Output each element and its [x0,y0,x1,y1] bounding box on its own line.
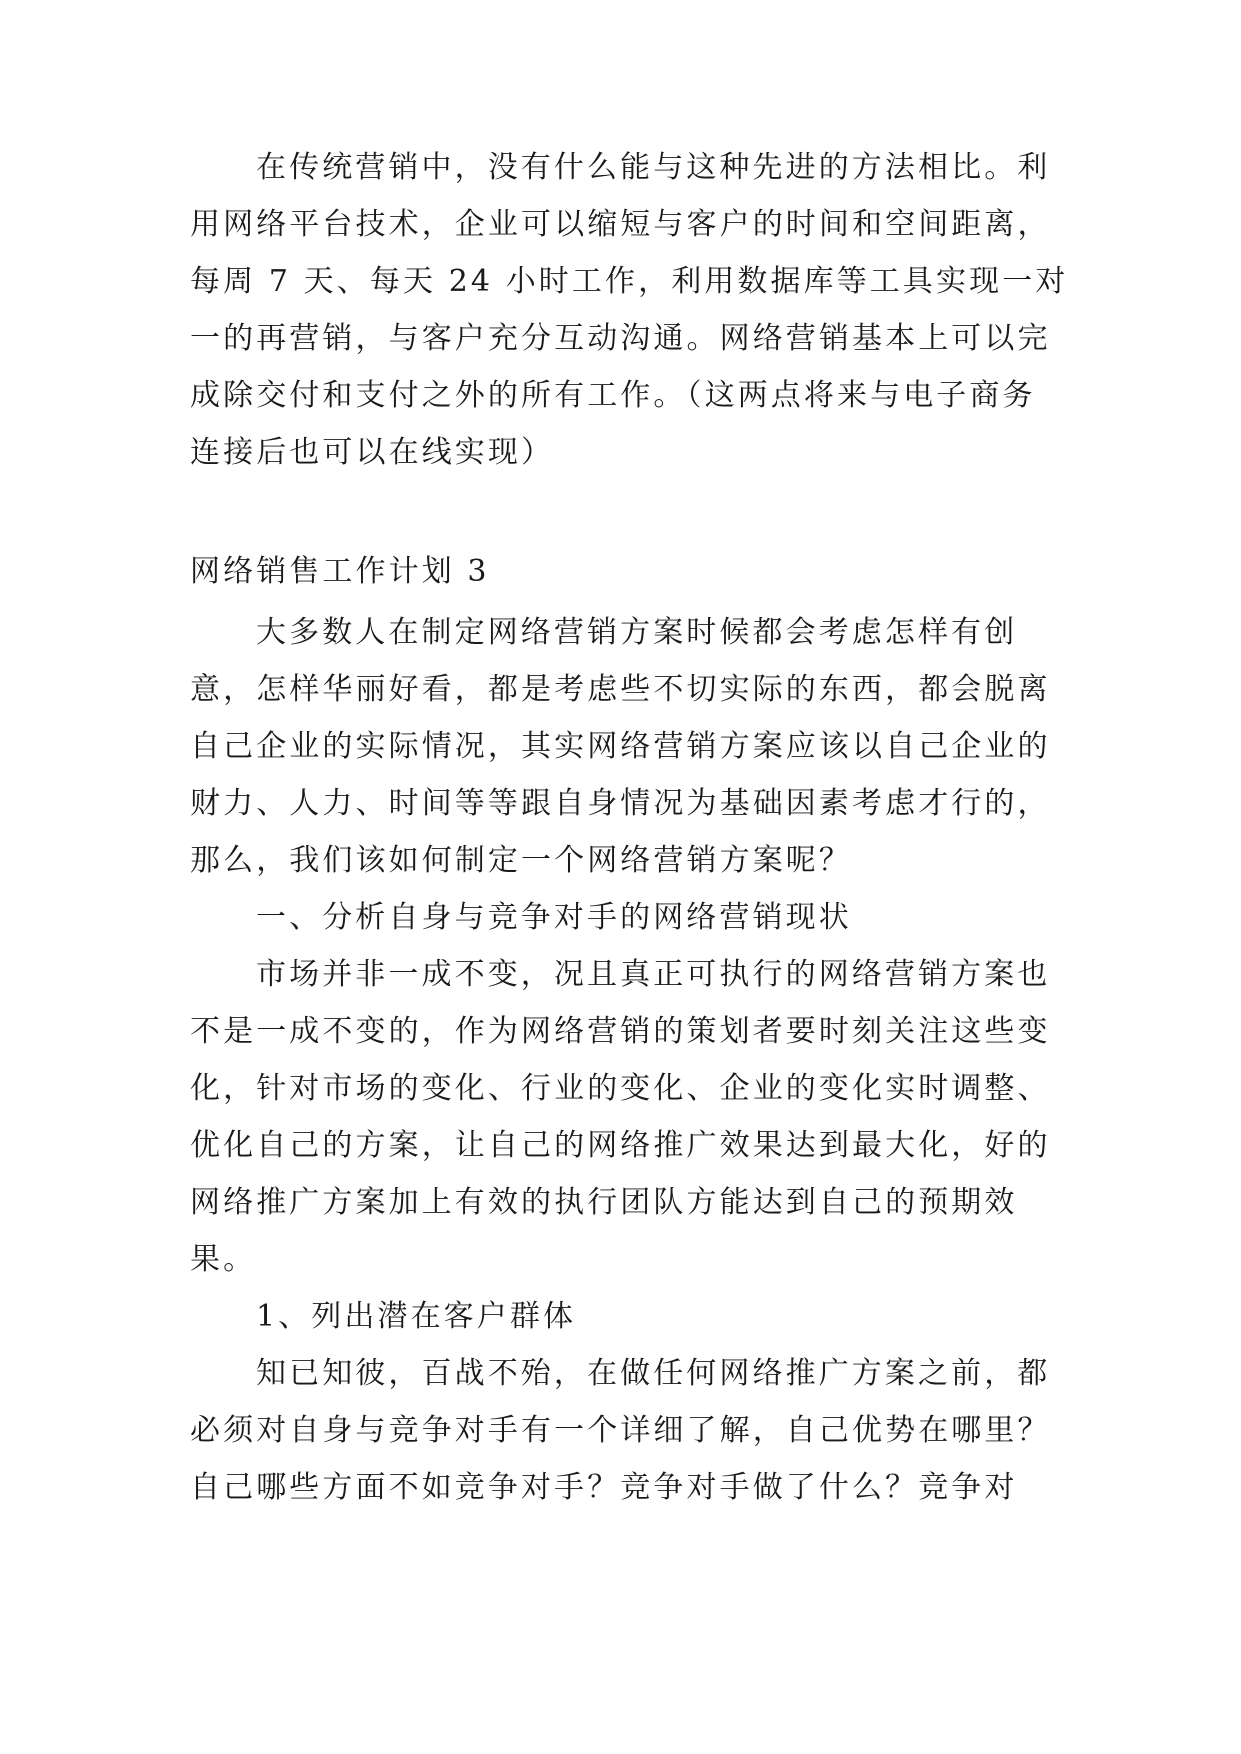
paragraph-line: 用网络平台技术，企业可以缩短与客户的时间和空间距离， [190,207,1051,242]
subheading: 一、分析自身与竞争对手的网络营销现状 [256,900,852,935]
paragraph-line: 连接后也可以在线实现） [190,435,555,470]
paragraph-line: 网络推广方案加上有效的执行团队方能达到自己的预期效 [190,1185,1018,1220]
section-heading: 网络销售工作计划 3 [190,554,490,589]
paragraph-line: 不是一成不变的，作为网络营销的策划者要时刻关注这些变 [190,1014,1051,1049]
paragraph-line: 自己企业的实际情况，其实网络营销方案应该以自己企业的 [190,729,1051,764]
subheading: 1、列出潜在客户群体 [256,1299,577,1334]
paragraph-line: 那么，我们该如何制定一个网络营销方案呢？ [190,843,852,878]
paragraph-line: 在传统营销中，没有什么能与这种先进的方法相比。利 [256,150,1051,185]
paragraph-line: 化，针对市场的变化、行业的变化、企业的变化实时调整、 [190,1071,1051,1106]
paragraph-line: 果。 [190,1242,257,1277]
paragraph-line: 知已知彼，百战不殆，在做任何网络推广方案之前，都 [256,1356,1051,1391]
paragraph-line: 必须对自身与竞争对手有一个详细了解，自己优势在哪里？ [190,1413,1051,1448]
paragraph-line: 一的再营销，与客户充分互动沟通。网络营销基本上可以完 [190,321,1051,356]
paragraph-line: 意，怎样华丽好看，都是考虑些不切实际的东西，都会脱离 [190,672,1051,707]
paragraph-line: 财力、人力、时间等等跟自身情况为基础因素考虑才行的， [190,786,1051,821]
paragraph-line: 大多数人在制定网络营销方案时候都会考虑怎样有创 [256,615,1018,650]
paragraph-line: 市场并非一成不变，况且真正可执行的网络营销方案也 [256,957,1051,992]
paragraph-line: 成除交付和支付之外的所有工作。（这两点将来与电子商务 [190,378,1036,413]
paragraph-line: 自己哪些方面不如竞争对手？竞争对手做了什么？竞争对 [190,1470,1018,1505]
paragraph-line: 每周 7 天、每天 24 小时工作，利用数据库等工具实现一对 [190,264,1069,299]
paragraph-line: 优化自己的方案，让自己的网络推广效果达到最大化，好的 [190,1128,1051,1163]
